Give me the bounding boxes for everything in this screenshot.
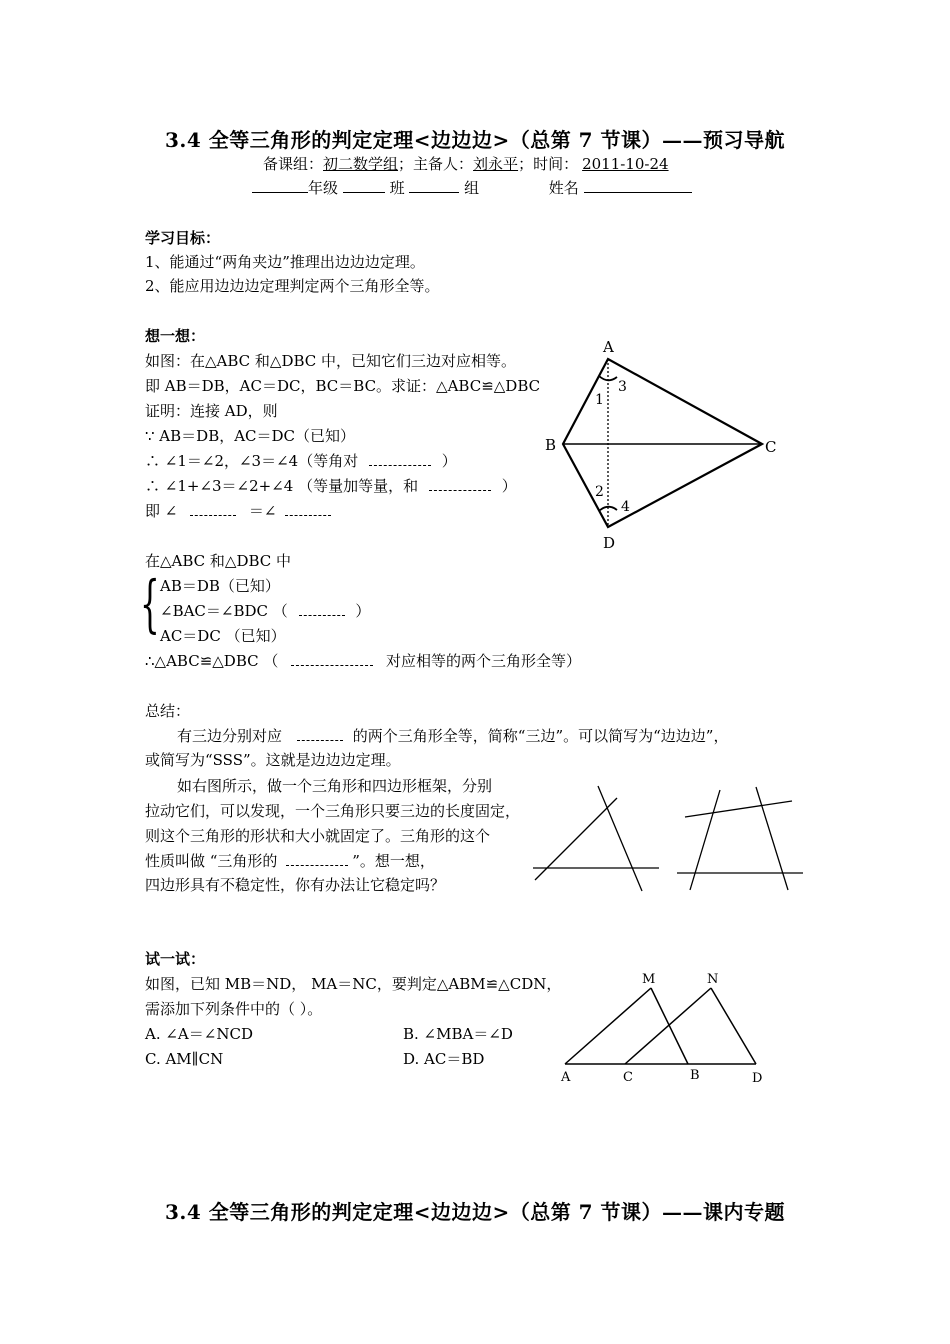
- label-B2: B: [690, 1068, 700, 1083]
- think-line-12-end: 对应相等的两个三角形全等）: [385, 652, 581, 670]
- class-label: 班: [389, 179, 405, 197]
- segment-mb: [651, 988, 688, 1064]
- angle-label-1: 1: [595, 392, 604, 408]
- think-line-5-end: ）: [441, 452, 457, 470]
- think-line-1: 如图：在△ABC 和△DBC 中，已知它们三边对应相等。: [145, 352, 517, 370]
- frame-quad-left: [690, 790, 720, 890]
- label-B: B: [545, 436, 557, 454]
- grade-label: 年级: [308, 179, 339, 197]
- summary-p2-text-d2: ”。想一想，: [352, 852, 435, 870]
- frame-tri-right: [598, 786, 642, 891]
- page-title: 3.4 全等三角形的判定定理<边边边>（总第 7 节课）——预习导航: [164, 128, 786, 152]
- summary-p2-line2: 拉动它们，可以发现，一个三角形只要三边的长度固定，: [145, 802, 521, 820]
- summary-p1-line2: 或简写为“SSS”。这就是边边边定理。: [145, 751, 401, 769]
- label-A: A: [603, 338, 614, 356]
- summary-p1-text-a: 有三边分别对应: [177, 727, 283, 745]
- think-line-10-end: ）: [355, 602, 371, 620]
- think-line-12-text: ∴△ABC≌△DBC （: [145, 652, 279, 670]
- label-D: D: [603, 534, 616, 552]
- option-d[interactable]: D. AC＝BD: [403, 1050, 485, 1068]
- think-line-5-text: ∴ ∠1＝∠2，∠3＝∠4（等角对: [145, 452, 359, 470]
- summary-p2-text-d1: 性质叫做 “三角形的: [145, 852, 278, 870]
- think-line-6-text: ∴ ∠1+∠3＝∠2+∠4 （等量加等量，和: [145, 477, 419, 495]
- option-c[interactable]: C. AM∥CN: [145, 1050, 224, 1068]
- label-C: C: [765, 438, 777, 456]
- think-line-11: AC＝DC （已知）: [160, 627, 286, 645]
- think-line-7-mid: ＝∠: [248, 502, 277, 520]
- prep-group-value: 初二数学组: [323, 155, 399, 173]
- angle-label-4: 4: [621, 499, 630, 515]
- brace: {: [140, 567, 160, 640]
- think-line-6-end: ）: [501, 477, 517, 495]
- name-label: 姓名: [548, 179, 579, 197]
- summary-heading: 总结：: [145, 702, 191, 720]
- section-title-2: 3.4 全等三角形的判定定理<边边边>（总第 7 节课）——课内专题: [164, 1200, 786, 1224]
- goal-item-2: 2、能应用边边边定理判定两个三角形全等。: [145, 277, 440, 295]
- angle-label-2: 2: [595, 484, 604, 500]
- label-D2: D: [752, 1071, 763, 1086]
- label-C2: C: [623, 1070, 633, 1085]
- try-heading: 试一试：: [145, 950, 206, 968]
- try-line-2: 需添加下列条件中的（ ）。: [145, 1000, 323, 1018]
- figure-quadrilateral: [563, 359, 762, 527]
- think-line-4: ∵ AB＝DB，AC＝DC（已知）: [145, 427, 356, 445]
- angle-label-3: 3: [618, 379, 627, 395]
- think-line-10-text: ∠BAC＝∠BDC （: [160, 602, 288, 620]
- think-heading: 想一想：: [145, 327, 206, 345]
- goal-item-1: 1、能通过“两角夹边”推理出边边边定理。: [145, 253, 425, 271]
- time-label: ；时间：: [518, 155, 579, 173]
- figure-triangles-abm-cdn: [565, 988, 756, 1064]
- option-a[interactable]: A. ∠A＝∠NCD: [145, 1025, 253, 1043]
- main-preparer-label: ；主备人：: [398, 155, 474, 173]
- label-M: M: [642, 972, 656, 987]
- time-value: 2011-10-24: [582, 155, 669, 173]
- quad-outline: [563, 359, 762, 527]
- think-line-8: 在△ABC 和△DBC 中: [145, 552, 292, 570]
- option-b[interactable]: B. ∠MBA＝∠D: [403, 1025, 513, 1043]
- try-line-1: 如图，已知 MB＝ND， MA＝NC，要判定△ABM≌△CDN，: [145, 975, 562, 993]
- think-line-7-text: 即 ∠: [145, 502, 178, 520]
- main-preparer-value: 刘永平: [473, 155, 519, 173]
- figure-quadrilateral-frame: [677, 787, 803, 890]
- summary-p1-text-b: 的两个三角形全等，简称“三边”。可以简写为“边边边”，: [352, 727, 729, 745]
- summary-p2-line3: 则这个三角形的形状和大小就固定了。三角形的这个: [145, 827, 491, 845]
- prep-group-label: 备课组：: [263, 155, 324, 173]
- figure-triangle-frame: [533, 786, 659, 891]
- think-line-2: 即 AB＝DB，AC＝DC，BC＝BC。求证：△ABC≌△DBC: [145, 377, 541, 395]
- label-A2: A: [561, 1070, 571, 1085]
- label-N: N: [707, 972, 719, 987]
- summary-p2-line1: 如右图所示，做一个三角形和四边形框架，分别: [177, 777, 493, 795]
- goals-heading: 学习目标：: [145, 229, 221, 247]
- frame-quad-top: [685, 801, 792, 817]
- think-line-3: 证明：连接 AD，则: [145, 402, 278, 420]
- summary-p2-line5: 四边形具有不稳定性，你有办法让它稳定吗？: [145, 876, 446, 894]
- think-line-9: AB＝DB（已知）: [160, 577, 280, 595]
- group-label: 组: [464, 179, 480, 197]
- segment-nd: [711, 988, 756, 1064]
